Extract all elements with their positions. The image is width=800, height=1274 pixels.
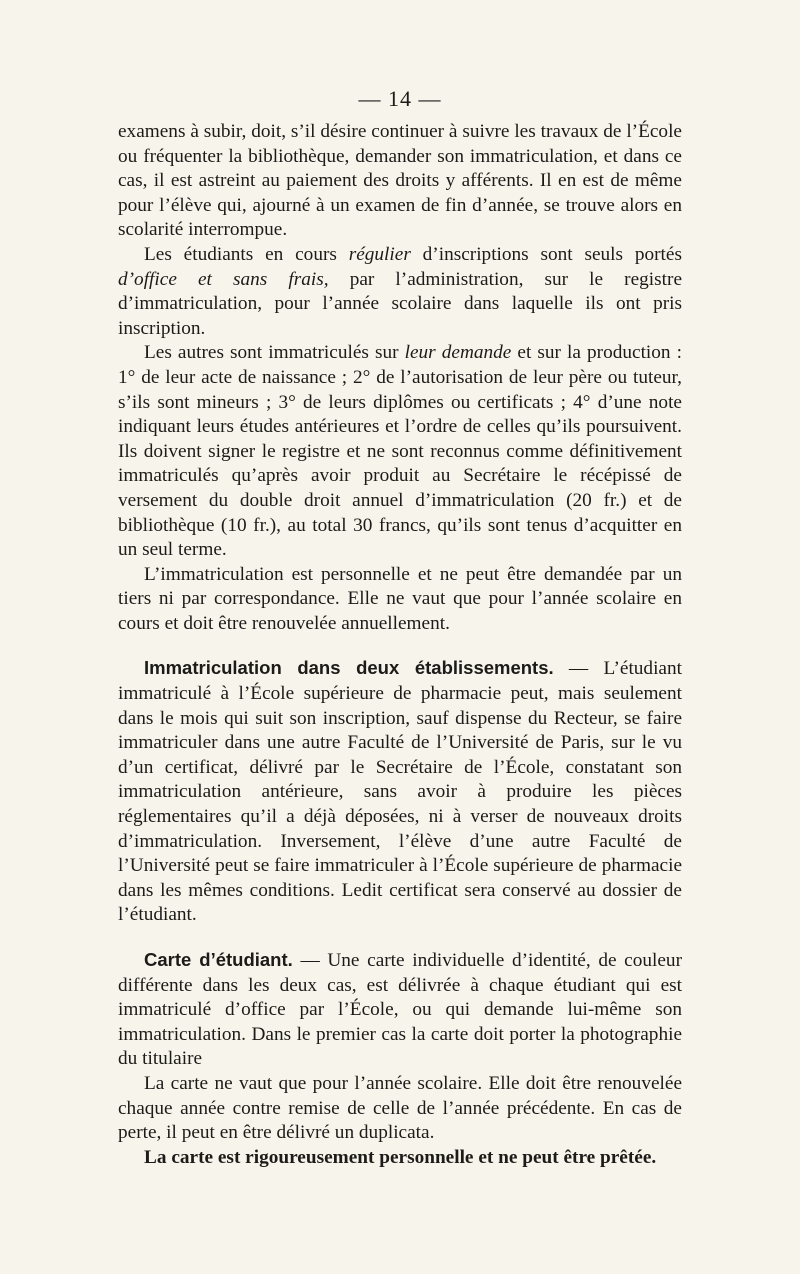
- p2-italic-office: d’office et sans frais,: [118, 268, 329, 290]
- section-heading-carte: Carte d’étudiant.: [144, 949, 293, 970]
- p2-text-c: d’inscriptions sont seuls portés: [410, 243, 682, 265]
- paragraph-2: [118, 243, 682, 341]
- page-number: — 14 —: [358, 86, 442, 111]
- section-text-immatriculation: — L’étudiant immatriculé à l’École supérieure de pharmacie peut, mais seulement dans le mois qui suit son inscription, sauf dispense du Recteur, se faire immatriculer dans une autre Faculté de l’Université de Paris, sur le vu d’un certificat, délivré par le Secrétaire de l’École, constatant son immatriculation antérieure, sans avoir à produire les pièces réglementaires qu’il a déjà déposées, ni à verser de nouveaux droits d’immatriculation. Inversement, l’élève d’une autre Faculté de l’Université peut se faire immatriculer à l’École supérieure de pharmacie dans les mêmes conditions. Ledit certificat sera conservé au dossier de l’étudiant.: [118, 658, 682, 926]
- section-text-carte: — Une carte individuelle d’identité, de couleur différente dans les deux cas, est délivrée à chaque étudiant qui est immatriculé d’office par l’École, ou qui demande lui-même son immatriculation. Dans le premier cas la carte doit porter la photographie du titulaire: [118, 950, 682, 1070]
- p2-italic-regulier: régulier: [348, 243, 411, 265]
- paragraph-4: L’immatriculation est personnelle et ne peut être demandée par un tiers ni par correspondance. Elle ne vaut que pour l’année scolaire en cours et doit être renouvelée annuellement.: [118, 563, 682, 634]
- section-heading-immatriculation: Immatriculation dans deux établissements.: [144, 657, 554, 679]
- paragraph-6: La carte est rigoureusement personnelle et ne peut être prêtée.: [144, 1146, 657, 1168]
- p3-text-a: Les autres sont immatriculés sur: [144, 342, 405, 364]
- p2-text-e: par l’administration, sur le registre d’immatriculation, pour l’année scolaire dans laquelle ils ont pris inscription.: [118, 268, 682, 339]
- section-immatriculation: [118, 656, 682, 928]
- section-carte: [118, 948, 682, 1072]
- p3-italic-demande: leur demande: [404, 342, 512, 364]
- p2-text-a: Les étudiants en cours: [144, 243, 349, 265]
- page-body: [118, 120, 682, 1170]
- paragraph-5: La carte ne vaut que pour l’année scolaire. Elle doit être renouvelée chaque année contre remise de celle de l’année précédente. En cas de perte, il peut en être délivré un duplicata.: [118, 1072, 682, 1144]
- paragraph-3: [118, 341, 682, 562]
- p3-text-c: et sur la production : 1° de leur acte de naissance ; 2° de l’autorisation de leur père ou tuteur, s’ils sont mineurs ; 3° de leurs diplômes ou certificats ; 4° d’une note indiquant leurs études antérieures et l’ordre de celles qu’ils poursuivent. Ils doivent signer le registre et ne sont reconnus comme définitivement immatriculés qu’après avoir produit au Secrétaire le récépissé de versement du double droit annuel d’immatriculation (20 fr.) et de bibliothèque (10 fr.), au total 30 francs, qu’ils sont tenus d’acquitter en un seul terme.: [118, 342, 682, 561]
- paragraph-1: examens à subir, doit, s’il désire continuer à suivre les travaux de l’École ou fréquenter la bibliothèque, demander son immatriculation, et dans ce cas, il est astreint au paiement des droits y afférents. Il en est de même pour l’élève qui, ajourné à un examen de fin d’année, se trouve alors en scolarité interrompue.: [118, 121, 682, 241]
